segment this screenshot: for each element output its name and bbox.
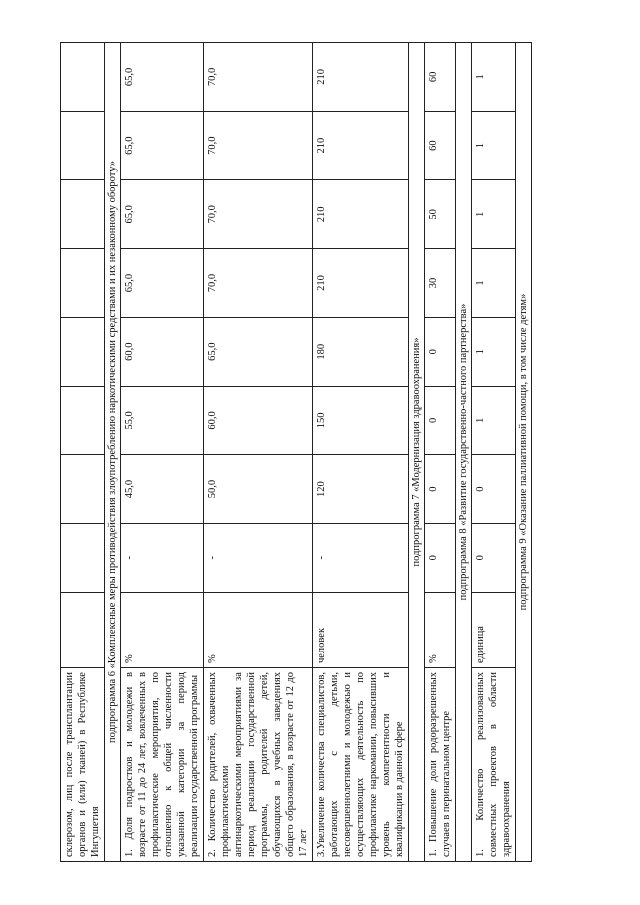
value-cell (61, 386, 105, 455)
value-cell: 65,0 (204, 317, 313, 386)
value-cell: 0 (425, 523, 456, 592)
indicators-table (60, 42, 532, 862)
unit-cell: % (121, 592, 204, 667)
unit-cell: % (204, 592, 313, 667)
value-cell: 120 (313, 455, 409, 524)
value-cell (61, 455, 105, 524)
section-header-row (409, 43, 425, 862)
value-cell: 60 (425, 43, 456, 112)
value-cell (61, 317, 105, 386)
value-cell: 1 (472, 43, 516, 112)
value-cell (61, 43, 105, 112)
value-cell: 1 (472, 386, 516, 455)
indicator-name: 2. Количество родителей, охваченных профилактическими антинаркотическими мероприятиями за период реализации государственной программы, родителей детей, обучающихся в учебных заведениях общего образования, в возрасте от 12 до 17 лет (204, 668, 313, 862)
value-cell: 70,0 (204, 111, 313, 180)
value-cell: 180 (313, 317, 409, 386)
table-row (313, 43, 409, 862)
unit-cell: единица (472, 592, 516, 667)
value-cell: 210 (313, 43, 409, 112)
indicator-name: склерозом, лиц после трансплантации органов и (или) тканей) в Республике Ингушетия (61, 668, 105, 862)
value-cell: 210 (313, 111, 409, 180)
table-row (472, 43, 516, 862)
value-cell: 1 (472, 249, 516, 318)
value-cell: 150 (313, 386, 409, 455)
table-row (121, 43, 204, 862)
section-title: подпрограмма 9 «Оказание паллиативной помощи, в том числе детям» (516, 43, 532, 862)
value-cell: 65,0 (121, 180, 204, 249)
value-cell: 1 (472, 111, 516, 180)
value-cell: 30 (425, 249, 456, 318)
value-cell (61, 249, 105, 318)
value-cell: 65,0 (121, 43, 204, 112)
indicator-name: 1. Количество реализованных совместных проектов в области здравоохранения (472, 668, 516, 862)
value-cell: 60,0 (121, 317, 204, 386)
unit-cell (61, 592, 105, 667)
section-header-row (516, 43, 532, 862)
value-cell: 70,0 (204, 249, 313, 318)
value-cell: 0 (472, 523, 516, 592)
value-cell: 210 (313, 180, 409, 249)
value-cell: 210 (313, 249, 409, 318)
value-cell: 0 (425, 386, 456, 455)
table-row (61, 43, 105, 862)
section-title: подпрограмма 7 «Модернизация здравоохранения» (409, 43, 425, 862)
table-row (425, 43, 456, 862)
unit-cell: % (425, 592, 456, 667)
table-row (204, 43, 313, 862)
section-title: подпрограмма 6 «Комплексные меры противодействия злоупотреблению наркотическими средствами и их незаконному обороту» (105, 43, 121, 862)
indicator-name: 1. Доля подростков и молодежи в возрасте от 11 до 24 лет, вовлеченных в профилактические мероприятия, по отношению к общей численности указанной категории за период реализации государственной программы (121, 668, 204, 862)
value-cell: 45,0 (121, 455, 204, 524)
value-cell: 70,0 (204, 43, 313, 112)
value-cell: 65,0 (121, 249, 204, 318)
section-header-row (456, 43, 472, 862)
value-cell: 55,0 (121, 386, 204, 455)
value-cell: - (121, 523, 204, 592)
value-cell: 50 (425, 180, 456, 249)
value-cell (61, 111, 105, 180)
value-cell: - (204, 523, 313, 592)
value-cell: 0 (425, 455, 456, 524)
section-header-row (105, 43, 121, 862)
section-title: подпрограмма 8 «Развитие государственно-частного партнерства» (456, 43, 472, 862)
value-cell: 50,0 (204, 455, 313, 524)
value-cell: 1 (472, 180, 516, 249)
document-page (60, 42, 580, 862)
value-cell: - (313, 523, 409, 592)
value-cell: 0 (425, 317, 456, 386)
value-cell (61, 180, 105, 249)
indicator-name: 1. Повышение доли родоразрешенных случаев в перинатальном центре (425, 668, 456, 862)
indicator-name: 3.Увеличение количества специалистов, работающих с детьми, несовершеннолетними и молодежью и осуществляющих деятельность по профилактике наркомании, повысивших уровень компетентности и квалификации в данной сфере (313, 668, 409, 862)
value-cell: 0 (472, 455, 516, 524)
unit-cell: человек (313, 592, 409, 667)
value-cell: 1 (472, 317, 516, 386)
value-cell: 65,0 (121, 111, 204, 180)
value-cell: 70,0 (204, 180, 313, 249)
value-cell: 60,0 (204, 386, 313, 455)
value-cell: 60 (425, 111, 456, 180)
value-cell (61, 523, 105, 592)
